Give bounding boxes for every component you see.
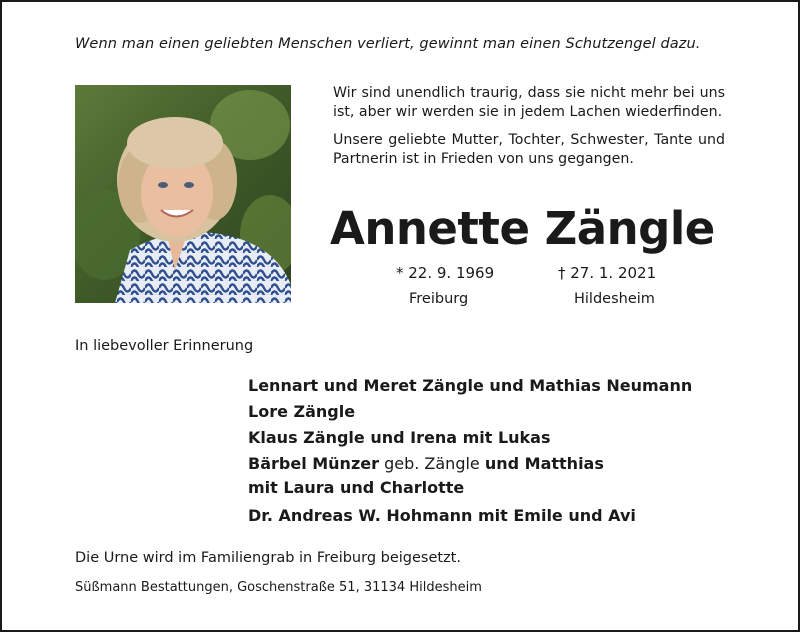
mourner-line xyxy=(248,451,718,477)
mourner-line: Klaus Zängle und Irena mit Lukas xyxy=(248,428,551,447)
deceased-name: Annette Zängle xyxy=(330,202,715,255)
urn-notice: Die Urne wird im Familiengrab in Freiburg beigesetzt. xyxy=(75,550,461,566)
motto-quote: Wenn man einen geliebten Menschen verliert, gewinnt man einen Schutzengel dazu. xyxy=(75,36,701,52)
death-place: Hildesheim xyxy=(574,291,655,307)
intro-paragraph-1: Wir sind unendlich traurig, dass sie nicht mehr bei uns ist, aber wir werden sie in jedem Lachen wiederfinden. xyxy=(333,85,725,120)
mourner-name: Bärbel Münzer xyxy=(248,454,379,473)
mourner-partner: und Matthias xyxy=(484,454,604,473)
death-date: † 27. 1. 2021 xyxy=(558,264,657,282)
mourner-line: Lore Zängle xyxy=(248,402,356,421)
intro-text xyxy=(333,84,725,178)
intro-paragraph-2: Unsere geliebte Mutter, Tochter, Schwester, Tante und Partnerin ist in Frieden von uns gegangen. xyxy=(333,132,725,167)
maiden-name: geb. Zängle xyxy=(379,454,485,473)
mourner-line: mit Laura und Charlotte xyxy=(248,478,465,497)
mourner-line: Lennart und Meret Zängle und Mathias Neumann xyxy=(248,376,693,395)
portrait-photo xyxy=(75,85,291,303)
birth-date: * 22. 9. 1969 xyxy=(396,264,495,282)
birth-place: Freiburg xyxy=(409,291,469,307)
mourner-line: Dr. Andreas W. Hohmann mit Emile und Avi xyxy=(248,506,636,525)
undertaker-info: Süßmann Bestattungen, Goschenstraße 51, 31134 Hildesheim xyxy=(75,580,482,595)
mourners-list xyxy=(248,373,718,529)
memory-line: In liebevoller Erinnerung xyxy=(75,338,254,354)
